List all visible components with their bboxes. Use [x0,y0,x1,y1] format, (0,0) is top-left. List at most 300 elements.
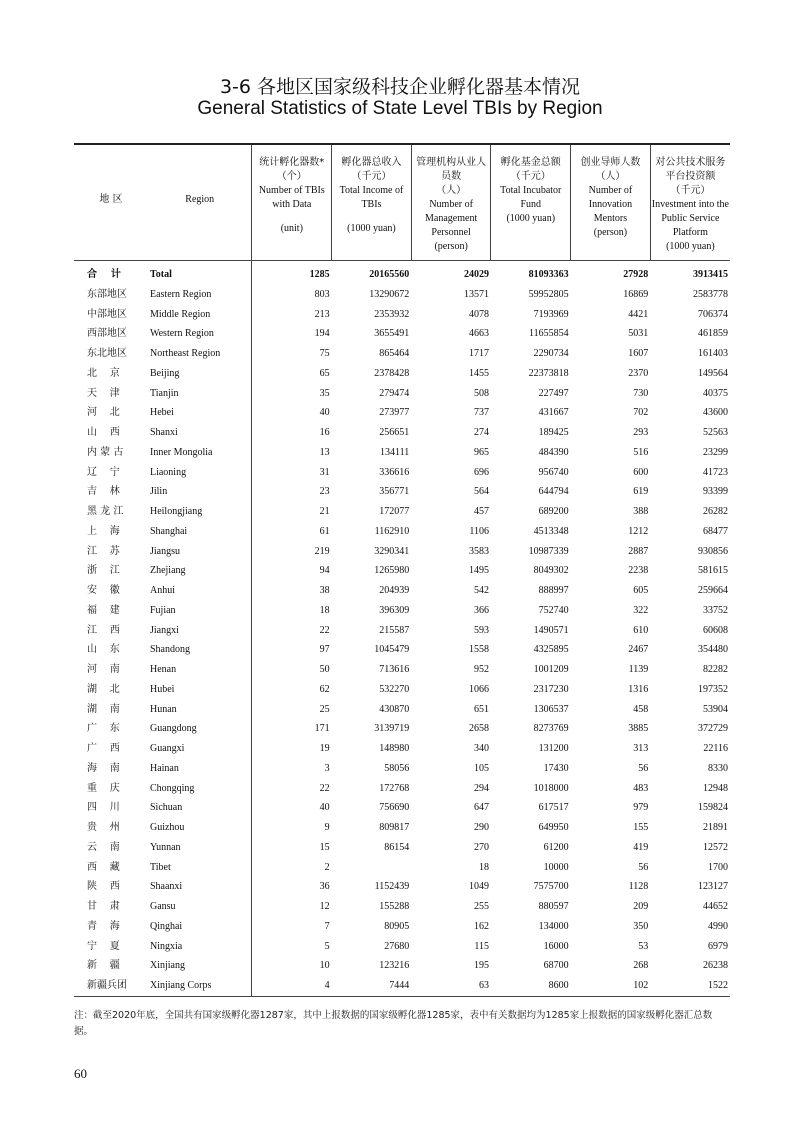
value-cell: 484390 [538,446,569,458]
value-cell: 27928 [623,269,649,280]
value-cell: 4663 [468,328,489,340]
value-cell: 294 [473,782,489,794]
table-row [74,403,730,423]
value-cell: 219 [252,542,332,562]
table-row [74,739,730,759]
table-row [74,660,730,680]
value-cell: 3655491 [374,328,410,340]
table-row [74,798,730,818]
region-en-cell: Middle Region [149,308,211,320]
value-cell: 189425 [538,427,569,438]
value-cell: 756690 [379,802,410,814]
value-cell: 1558 [468,644,489,656]
value-cell: 581615 [698,565,728,577]
value-cell: 68700 [543,960,569,972]
table-row [74,463,730,483]
region-en-cell: Zhejiang [149,565,186,577]
value-cell: 10 [252,956,332,976]
value-cell: 2353932 [374,308,410,320]
col5-header [571,144,651,261]
value-cell: 340 [473,743,489,754]
region-cn-cell: 新疆兵团 [74,976,148,996]
region-en-cell: Chongqing [149,782,195,794]
region-cn-cell: 广 东 [87,723,120,735]
table-row [74,877,730,897]
value-cell: 1212 [628,525,649,537]
value-cell [332,858,412,878]
region-cn-cell: 新 疆 [87,960,120,972]
table-row [74,285,730,305]
footnote: 注：截至2020年底，全国共有国家级孵化器1287家，其中上报数据的国家级孵化器1285家，表中有关数据均为1285家上报数据的国家级孵化器汇总数据。 [74,1010,713,1037]
value-cell: 131200 [538,743,569,754]
col1-cn: 统计孵化器数* [259,157,325,168]
value-cell: 619 [633,486,649,498]
region-en-cell: Qinghai [149,920,183,932]
value-cell: 155 [633,822,649,833]
col6-cn: 对公共技术服务平台投资额 [655,157,726,182]
region-en-cell: Shandong [149,644,190,656]
table-row [74,719,730,739]
table-row [74,759,730,779]
value-cell: 13 [252,443,332,463]
value-cell: 12572 [703,841,728,853]
value-cell: 4078 [468,308,489,320]
value-cell: 610 [633,624,649,636]
page-number: 60 [74,1066,87,1081]
value-cell: 3 [252,759,332,779]
value-cell: 56 [638,762,649,774]
value-cell: 2378428 [374,367,410,379]
col4-cn-unit: （千元） [510,171,551,182]
region-en-cell: Guangdong [149,723,197,735]
table-row [74,640,730,660]
value-cell: 21891 [703,822,728,833]
value-cell: 1495 [468,565,489,577]
region-cn-header: 地 区 [74,144,148,261]
value-cell: 204939 [379,585,410,596]
region-cn-cell: 湖 南 [87,703,120,715]
value-cell: 1139 [628,664,649,675]
region-cn-cell: 陕 西 [87,881,120,893]
value-cell: 4513348 [533,525,569,537]
value-cell: 356771 [379,486,410,498]
region-en-cell: Northeast Region [149,348,221,359]
value-cell: 8330 [708,762,728,774]
col4-header [491,144,571,261]
value-cell: 7444 [332,976,412,996]
value-cell: 1128 [628,881,649,893]
value-cell: 268 [633,960,649,972]
col6-en: Investment into the Public Service Platform [651,199,729,238]
value-cell: 457 [473,506,489,517]
value-cell: 62 [252,680,332,700]
value-cell: 290 [473,822,489,833]
value-cell: 195 [473,960,489,972]
value-cell: 59952805 [528,288,569,300]
region-en-cell: Total [149,269,172,280]
value-cell: 259664 [698,585,728,596]
value-cell: 155288 [379,901,410,912]
col4-unit: (1000 yuan) [506,213,556,224]
value-cell: 58056 [384,762,410,774]
value-cell: 13290672 [369,288,410,300]
value-cell: 97 [252,640,332,660]
value-cell: 1106 [469,525,489,537]
value-cell: 696 [473,466,489,478]
value-cell: 21 [252,502,332,522]
value-cell: 19 [252,739,332,759]
region-cn-cell: 江 苏 [87,545,120,557]
value-cell: 80905 [384,920,410,932]
col1-cn-unit: （个） [276,171,307,182]
value-cell: 213 [252,305,332,325]
region-en-cell: Shanxi [149,427,178,438]
value-cell: 651 [473,703,489,715]
region-cn-cell: 贵 州 [87,822,120,833]
value-cell: 2467 [628,644,649,656]
value-cell: 508 [473,387,489,399]
value-cell: 2658 [468,723,489,735]
region-en-cell: Hunan [149,703,177,715]
value-cell: 53904 [703,703,728,715]
value-cell: 40 [252,798,332,818]
region-cn-cell: 西部地区 [87,328,127,340]
value-cell: 5 [252,937,332,957]
value-cell: 702 [633,407,649,419]
value-cell: 23 [252,482,332,502]
value-cell: 26282 [703,506,728,517]
value-cell: 1265980 [374,565,410,577]
value-cell: 31 [252,463,332,483]
region-cn-cell: 上 海 [87,525,120,537]
region-en-header: Region [148,144,252,261]
col6-header [650,144,730,261]
value-cell: 706374 [698,308,728,320]
region-en-cell: Western Region [149,328,214,340]
value-cell: 40 [252,403,332,423]
value-cell: 33752 [703,604,728,616]
value-cell: 215587 [379,624,410,636]
region-en-cell: Tianjin [149,387,179,399]
value-cell: 979 [633,802,649,814]
table-row [74,522,730,542]
region-cn-cell: 天 津 [87,387,120,399]
value-cell: 647 [473,802,489,814]
value-cell: 7575700 [533,881,569,893]
value-cell: 1049 [468,881,489,893]
value-cell: 803 [252,285,332,305]
value-cell: 293 [633,427,649,438]
value-cell: 36 [252,877,332,897]
value-cell: 24029 [463,269,489,280]
col6-cn-unit: （千元） [670,185,711,196]
value-cell: 956740 [538,466,569,478]
value-cell: 172077 [379,506,410,517]
value-cell: 737 [473,407,489,419]
region-en-cell: Xinjiang Corps [148,976,252,996]
value-cell: 313 [633,743,649,754]
region-cn-cell: 甘 肃 [87,901,120,912]
region-cn-cell: 河 北 [87,407,120,419]
value-cell: 22 [252,621,332,641]
value-cell: 86154 [384,841,410,853]
value-cell: 865464 [379,348,410,359]
region-en-cell: Hainan [149,762,179,774]
value-cell: 1001209 [533,664,569,675]
region-cn-cell: 东北地区 [87,348,127,359]
region-en-cell: Eastern Region [149,288,212,300]
value-cell: 1018000 [533,782,569,794]
value-cell: 53 [638,940,649,952]
value-cell: 2 [252,858,332,878]
value-cell: 43600 [703,407,728,419]
col2-unit: (1000 yuan) [347,223,396,234]
value-cell: 94 [252,561,332,581]
value-cell: 38 [252,581,332,601]
col3-header [411,144,491,261]
region-en-cell: Heilongjiang [149,506,203,517]
table-row [74,917,730,937]
table-row [74,261,730,285]
value-cell: 162 [473,920,489,932]
value-cell: 2583778 [693,288,728,300]
table-row [74,482,730,502]
value-cell: 171 [252,719,332,739]
value-cell: 123216 [379,960,410,972]
value-cell: 1522 [650,976,730,996]
table-row [74,621,730,641]
value-cell: 172768 [379,782,410,794]
col3-cn: 管理机构从业人员数 [416,157,487,182]
value-cell: 1045479 [374,644,410,656]
value-cell: 752740 [538,604,569,616]
value-cell: 1700 [708,861,728,873]
table-row [74,423,730,443]
region-en-cell: Guizhou [149,822,185,833]
col1-en: Number of TBIs with Data [258,185,325,210]
value-cell: 22116 [703,743,728,754]
value-cell: 3583 [468,545,489,557]
value-cell: 1306537 [533,703,569,715]
value-cell: 2290734 [533,348,569,359]
region-cn-cell: 云 南 [87,841,120,853]
table-row [74,344,730,364]
value-cell: 600 [633,466,649,478]
col2-en: Total Income of TBIs [339,185,404,210]
region-cn-cell: 北 京 [87,367,120,379]
value-cell: 6979 [708,940,728,952]
value-cell: 4325895 [533,644,569,656]
region-en-cell: Xinjiang [149,960,185,972]
region-cn-cell: 四 川 [87,802,120,814]
value-cell: 115 [474,940,489,952]
col2-cn-unit: （千元） [351,171,392,182]
table-row [74,305,730,325]
value-cell: 2370 [628,367,649,379]
region-cn-cell: 西 藏 [87,861,120,873]
value-cell: 93399 [703,486,728,498]
value-cell: 27680 [384,940,410,952]
table-row [74,680,730,700]
value-cell: 12948 [703,782,728,794]
value-cell: 2238 [628,565,649,577]
region-cn-cell: 重 庆 [87,782,120,794]
value-cell: 354480 [698,644,728,656]
value-cell: 372729 [698,723,728,735]
value-cell: 516 [633,446,649,458]
region-en-cell: Ningxia [149,940,183,952]
region-cn-cell: 山 东 [87,644,120,656]
value-cell: 593 [473,624,489,636]
value-cell: 1162910 [374,525,410,537]
value-cell: 10987339 [528,545,569,557]
value-cell: 26238 [703,960,728,972]
value-cell: 10000 [543,861,569,873]
region-en-cell: Henan [149,664,177,675]
region-cn-cell: 辽 宁 [87,466,120,478]
region-cn-cell: 江 西 [87,624,120,636]
value-cell: 16 [252,423,332,443]
region-cn-cell: 内 蒙 古 [87,446,124,458]
value-cell: 81093363 [528,269,569,280]
value-cell: 134111 [380,446,410,458]
region-en-cell: Guangxi [149,743,185,754]
region-cn-cell: 黑 龙 江 [87,506,124,517]
value-cell: 134000 [538,920,569,932]
region-cn-cell: 广 西 [87,743,120,754]
value-cell: 4421 [628,308,649,320]
value-cell: 965 [473,446,489,458]
value-cell: 483 [633,782,649,794]
value-cell: 63 [411,976,491,996]
value-cell: 617517 [538,802,569,814]
value-cell: 25 [252,700,332,720]
value-cell: 888997 [538,585,569,596]
table-row [74,818,730,838]
value-cell: 270 [473,841,489,853]
value-cell: 930856 [698,545,728,557]
region-en-cell: Jilin [149,486,168,498]
value-cell: 1455 [468,367,489,379]
table-row [74,779,730,799]
value-cell: 1152439 [374,881,410,893]
region-cn-cell: 湖 北 [87,683,120,695]
value-cell: 4990 [708,920,728,932]
value-cell: 18 [478,861,489,873]
value-cell: 123127 [698,881,728,893]
value-cell: 11655854 [528,328,569,340]
value-cell: 18 [252,601,332,621]
table-row [74,443,730,463]
value-cell: 532270 [379,683,410,695]
region-cn-cell: 福 建 [87,604,120,616]
value-cell: 952 [473,664,489,675]
table-row [74,858,730,878]
table-row [74,364,730,384]
table-row [74,976,730,996]
value-cell: 65 [252,364,332,384]
value-cell: 336616 [379,466,410,478]
value-cell: 605 [633,585,649,596]
value-cell: 644794 [538,486,569,498]
value-cell: 809817 [379,822,410,833]
region-en-cell: Shaanxi [149,881,183,893]
value-cell: 2317230 [533,683,569,695]
col2-header [332,144,412,261]
table-row [74,700,730,720]
value-cell: 22 [252,779,332,799]
value-cell: 4 [252,976,332,996]
value-cell: 255 [473,901,489,912]
value-cell: 7193969 [533,308,569,320]
value-cell: 430870 [379,703,410,715]
value-cell: 22373818 [528,367,569,379]
value-cell: 1285 [252,261,332,285]
value-cell: 148980 [379,743,410,754]
value-cell: 1066 [468,683,489,695]
value-cell: 60608 [703,624,728,636]
col3-en: Number of Management Personnel [425,199,478,238]
region-en-cell: Fujian [149,604,176,616]
value-cell: 388 [633,506,649,517]
value-cell: 82282 [703,664,728,675]
value-cell: 44652 [703,901,728,912]
value-cell: 3885 [628,723,649,735]
value-cell: 61 [252,522,332,542]
region-en-cell: Liaoning [149,466,187,478]
table-row [74,937,730,957]
region-cn-cell: 山 西 [87,427,120,438]
page-title-cn: 3-6 各地区国家级科技企业孵化器基本情况 [219,76,581,98]
value-cell: 35 [252,384,332,404]
table-row [74,384,730,404]
value-cell: 1607 [628,348,649,359]
value-cell: 15 [252,838,332,858]
value-cell: 1316 [628,683,649,695]
value-cell: 1717 [468,348,489,359]
value-cell: 20165560 [369,269,410,280]
table-row [74,838,730,858]
col1-unit: (unit) [280,223,303,234]
region-cn-cell: 河 南 [87,664,120,675]
value-cell: 396309 [379,604,410,616]
region-cn-cell: 宁 夏 [87,940,120,952]
region-cn-cell: 青 海 [87,920,120,932]
table-row [74,561,730,581]
value-cell: 431667 [538,407,569,419]
value-cell: 9 [252,818,332,838]
value-cell: 350 [633,920,649,932]
region-cn-cell: 浙 江 [87,565,120,577]
col4-cn: 孵化基金总额 [500,157,561,168]
value-cell: 102 [571,976,651,996]
col5-cn: 创业导师人数 [580,157,641,168]
value-cell: 419 [633,841,649,853]
region-en-cell: Anhui [149,585,175,596]
value-cell: 8273769 [533,723,569,735]
value-cell: 161403 [698,348,728,359]
value-cell: 16000 [543,940,569,952]
value-cell: 3139719 [374,723,410,735]
col3-unit: (person) [434,241,468,252]
region-en-cell: Inner Mongolia [149,446,213,458]
col5-unit: (person) [593,227,628,238]
value-cell: 13571 [463,288,489,300]
value-cell: 880597 [538,901,569,912]
statistics-table [74,143,730,997]
value-cell: 649950 [538,822,569,833]
table-row [74,956,730,976]
